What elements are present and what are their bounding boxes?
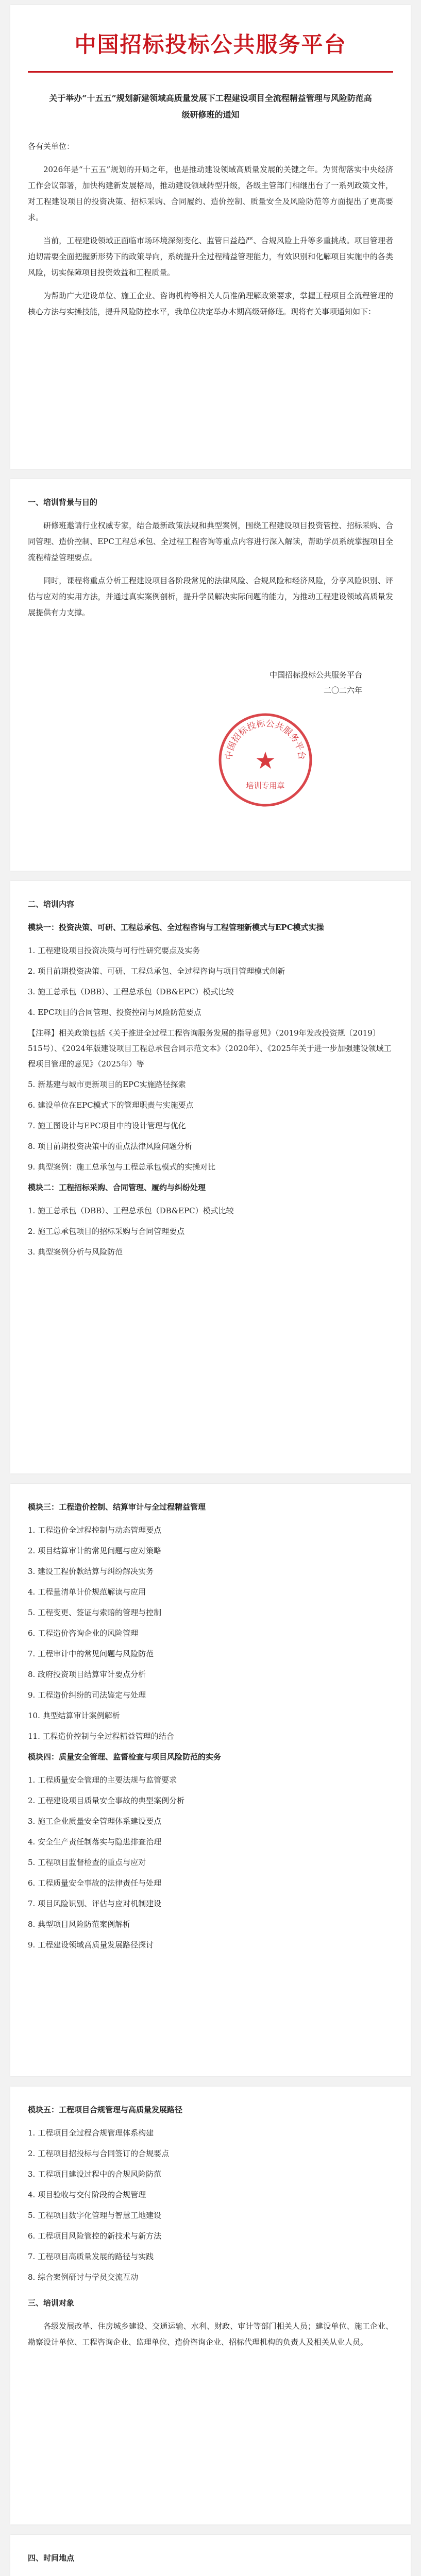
module-item: 8. 政府投资项目结算审计要点分析 [28, 1670, 146, 1679]
module-item: 7. 施工图设计与EPC项目中的设计管理与优化 [28, 1121, 186, 1130]
document-page-2 [10, 479, 411, 871]
module-item: 7. 项目风险识别、评估与应对机制建设 [28, 1899, 162, 1908]
module-item: 3. 施工总承包（DBB）、工程总承包（DB&EPC）模式比较 [28, 987, 234, 996]
module-item-list [28, 2125, 393, 2285]
module-item: 2. 项目前期投资决策、可研、工程总承包、全过程咨询与项目管理模式创新 [28, 967, 285, 976]
module-title: 模块二：工程招标采购、合同管理、履约与纠纷处理 [28, 1183, 206, 1192]
module-item: 6. 工程项目风险管控的新技术与新方法 [28, 2231, 162, 2241]
module-item: 6. 建设单位在EPC模式下的管理职责与实施要点 [28, 1100, 194, 1110]
module-item: 6. 工程质量安全事故的法律责任与处理 [28, 1878, 162, 1888]
body-paragraph: 同时，课程将重点分析工程建设项目各阶段常见的法律风险、合规风险和经济风险，分享风险识别、评估与应对的实用方法，并通过真实案例剖析，提升学员解决实际问题的能力，为推动工程建设领域高质量发展提供有力支撑。 [28, 576, 393, 617]
module-title: 模块五：工程项目合规管理与高质量发展路径 [28, 2105, 183, 2114]
module-item: 4. EPC项目的合同管理、投资控制与风险防范要点 [28, 1008, 201, 1017]
module-item: 3. 典型案例分析与风险防范 [28, 1247, 123, 1257]
module-item: 9. 典型案例：施工总承包与工程总承包模式的实操对比 [28, 1162, 216, 1172]
module-item: 4. 项目验收与交付阶段的合规管理 [28, 2190, 146, 2199]
section-heading: 二、培训内容 [28, 900, 75, 909]
seal-bottom-text: 培训专用章 [246, 781, 285, 790]
module-item: 9. 工程造价纠纷的司法鉴定与处理 [28, 1690, 146, 1700]
signature-date: 二〇二六年 [323, 686, 362, 695]
module-item: 1. 施工总承包（DBB）、工程总承包（DB&EPC）模式比较 [28, 1206, 234, 1215]
module-item: 8. 项目前期投资决策中的重点法律风险问题分析 [28, 1142, 193, 1151]
module-item: 1. 工程项目全过程合规管理体系构建 [28, 2128, 154, 2138]
seal-star-icon: ★ [255, 747, 276, 774]
module-item: 7. 工程项目高质量发展的路径与实践 [28, 2252, 154, 2261]
masthead: 中国招标投标公共服务平台 [28, 21, 393, 73]
section-heading: 四、时间地点 [28, 2553, 75, 2563]
body-paragraph [28, 2573, 393, 2576]
module-item: 10. 典型结算审计案例解析 [28, 1711, 120, 1720]
module-item: 2. 项目结算审计的常见问题与应对策略 [28, 1546, 162, 1555]
body-paragraph: 研修班邀请行业权威专家，结合最新政策法规和典型案例，围绕工程建设项目投资管控、招标采购、合同管理、造价控制、EPC工程总承包、全过程工程咨询等重点内容进行深入解读，帮助学员系统掌握项目全流程精益管理要点。 [28, 521, 393, 562]
document-page-6 [10, 2535, 411, 2576]
module-item: 5. 工程变更、签证与索赔的管理与控制 [28, 1608, 162, 1617]
document-page-1 [10, 5, 411, 469]
document-page-3 [10, 881, 411, 1473]
module-item: 3. 工程项目建设过程中的合规风险防范 [28, 2170, 162, 2179]
module-item: 4. 工程量清单计价规范解读与应用 [28, 1587, 146, 1597]
module-item: 8. 综合案例研讨与学员交流互动 [28, 2273, 139, 2282]
module-item: 6. 工程造价咨询企业的风险管理 [28, 1629, 139, 1638]
official-seal [216, 711, 314, 809]
module-item: 9. 工程建设领域高质量发展路径探讨 [28, 1940, 154, 1950]
module-item: 3. 施工企业质量安全管理体系建设要点 [28, 1817, 162, 1826]
notice-title: 关于举办“十五五”规划新建领域高质量发展下工程建设项目全流程精益管理与风险防范高级研修班的通知 [49, 93, 372, 120]
intro-paragraph: 当前，工程建设领域正面临市场环境深刻变化、监管日益趋严、合规风险上升等多重挑战。项目管理者迫切需要全面把握新形势下的政策导向，系统提升全过程精益管理能力，有效识别和化解项目实施中的各类风险，切实保障项目投资效益和工程质量。 [28, 236, 393, 277]
signature-org: 中国招标投标公共服务平台 [269, 670, 362, 680]
module-item-list [28, 1203, 393, 1260]
module-item: 5. 工程项目监督检查的重点与应对 [28, 1858, 146, 1867]
intro-paragraph: 2026年是“十五五”规划的开局之年，也是推动建设领域高质量发展的关键之年。为贯彻落实中央经济工作会议部署，加快构建新发展格局，推动建设领域转型升级，各级主管部门相继出台了一系列政策文件，对工程建设项目的投资决策、招标采购、合同履约、造价控制、质量安全及风险防范等方面提出了更高要求。 [28, 165, 393, 222]
module-title: 模块三：工程造价控制、结算审计与全过程精益管理 [28, 1502, 206, 1512]
module-item: 5. 新基建与城市更新项目的EPC实施路径探索 [28, 1080, 186, 1089]
module-item: 8. 典型项目风险防范案例解析 [28, 1920, 131, 1929]
module-item: 5. 工程项目数字化管理与智慧工地建设 [28, 2211, 162, 2220]
module-item: 1. 工程建设项目投资决策与可行性研究要点及实务 [28, 946, 200, 955]
section-heading: 三、培训对象 [28, 2298, 75, 2308]
section-heading: 一、培训背景与目的 [28, 498, 98, 507]
module-item-list [28, 943, 393, 1175]
module-item: 4. 安全生产责任制落实与隐患排查治理 [28, 1837, 162, 1846]
module-title: 模块四：质量安全管理、监督检查与项目风险防范的实务 [28, 1752, 222, 1761]
module-item: 11. 工程造价控制与全过程精益管理的结合 [28, 1732, 174, 1741]
document-page-4 [10, 1484, 411, 2076]
module-item: 2. 工程建设项目质量安全事故的典型案例分析 [28, 1796, 185, 1805]
module-title: 模块一：投资决策、可研、工程总承包、全过程咨询与工程管理新模式与EPC模式实操 [28, 923, 324, 932]
document-page-5 [10, 2087, 411, 2524]
body-paragraph: 各级发展改革、住房城乡建设、交通运输、水利、财政、审计等部门相关人员；建设单位、施工企业、勘察设计单位、工程咨询企业、监理单位、造价咨询企业、招标代理机构的负责人及相关从业人员。 [28, 2321, 393, 2347]
module-item: 1. 工程质量安全管理的主要法规与监管要求 [28, 1775, 177, 1785]
module-item: 1. 工程造价全过程控制与动态管理要点 [28, 1526, 162, 1535]
module-item: 3. 建设工程价款结算与纠纷解决实务 [28, 1567, 154, 1576]
seal-ring-text: 中国招标投标公共服务平台 [224, 718, 307, 760]
module-item: 【注释】相关政策包括《关于推进全过程工程咨询服务发展的指导意见》（2019年发改投资规〔2019〕515号）、《2024年版建设项目工程总承包合同示范文本》（2020年）、《2025年关于进一步加强建设领域工程项目管理的意见》（2025年）等 [28, 1028, 392, 1069]
module-item-list [28, 1522, 393, 1744]
module-item-list [28, 1772, 393, 1953]
module-item: 2. 工程项目招投标与合同签订的合规要点 [28, 2149, 170, 2158]
intro-paragraph: 为帮助广大建设单位、施工企业、咨询机构等相关人员准确理解政策要求，掌握工程项目全流程管理的核心方法与实操技能，提升风险防控水平，我单位决定举办本期高级研修班。现将有关事项通知如下： [28, 291, 393, 316]
module-item: 2. 施工总承包项目的招标采购与合同管理要点 [28, 1227, 185, 1236]
salutation: 各有关单位： [28, 142, 75, 151]
module-item: 7. 工程审计中的常见问题与风险防范 [28, 1649, 154, 1658]
